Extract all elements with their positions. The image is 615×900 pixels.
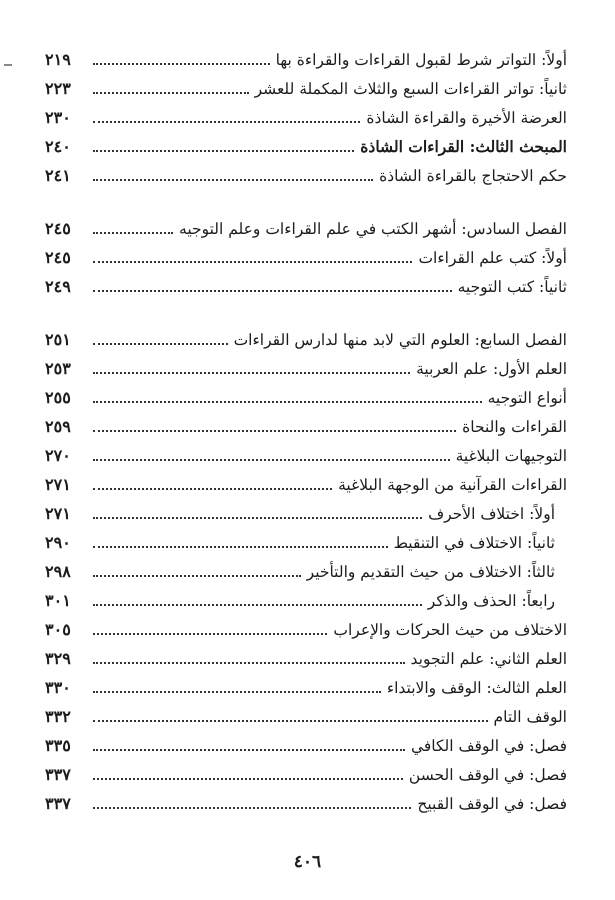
toc-entry[interactable] <box>45 242 567 271</box>
dot-leader <box>93 662 405 664</box>
toc-entry-page-number: ٢٤٩ <box>45 277 71 296</box>
toc-entry[interactable] <box>45 672 567 701</box>
toc-entry[interactable] <box>45 701 567 730</box>
toc-entry-page-number: ٢٤٥ <box>45 248 71 267</box>
toc-entry[interactable] <box>45 73 567 102</box>
toc-entry[interactable] <box>45 527 567 556</box>
page-edge-mark <box>4 64 12 66</box>
toc-entry[interactable] <box>45 213 567 242</box>
dot-leader <box>93 92 249 94</box>
dot-leader <box>93 343 228 345</box>
toc-entry[interactable] <box>45 131 567 160</box>
toc-entry-page-number: ٢٤٥ <box>45 219 71 238</box>
toc-entry[interactable] <box>45 759 567 788</box>
section-gap <box>45 189 567 213</box>
toc-entry-page-number: ٣٠١ <box>45 591 71 610</box>
toc-entry[interactable] <box>45 440 567 469</box>
toc-entry-page-number: ٢٥٣ <box>45 359 71 378</box>
toc-entry-title: فصل: في الوقف القبيح <box>417 795 567 813</box>
toc-entry-page-number: ٢٤١ <box>45 166 71 185</box>
toc-entry-page-number: ٣٣٢ <box>45 707 71 726</box>
dot-leader <box>93 459 450 461</box>
dot-leader <box>93 604 422 606</box>
toc-entry[interactable] <box>45 614 567 643</box>
toc-entry[interactable] <box>45 382 567 411</box>
dot-leader <box>93 121 360 123</box>
section-gap <box>45 300 567 324</box>
dot-leader <box>93 179 373 181</box>
dot-leader <box>93 749 405 751</box>
dot-leader <box>93 720 488 722</box>
toc-entry[interactable] <box>45 556 567 585</box>
dot-leader <box>93 372 410 374</box>
toc-entry-title: التوجيهات البلاغية <box>455 447 567 465</box>
toc-entry[interactable] <box>45 585 567 614</box>
toc-entry[interactable] <box>45 102 567 131</box>
dot-leader <box>93 691 381 693</box>
toc-entry-title: المبحث الثالث: القراءات الشاذة <box>360 137 567 156</box>
toc-entry-title: رابعاً: الحذف والذكر <box>427 592 555 610</box>
toc-entry-title: الاختلاف من حيث الحركات والإعراب <box>333 621 567 639</box>
toc-entry-page-number: ٢٢٣ <box>45 79 71 98</box>
toc-entry-title: أولاً: كتب علم القراءات <box>418 249 567 267</box>
toc-entry-title: الفصل السابع: العلوم التي لابد منها لدارس القراءات <box>233 331 567 349</box>
toc-entry-page-number: ٢٩٠ <box>45 533 71 552</box>
dot-leader <box>93 633 327 635</box>
toc-entry-title: الفصل السادس: أشهر الكتب في علم القراءات وعلم التوجيه <box>179 220 567 238</box>
dot-leader <box>93 430 456 432</box>
toc-entry-page-number: ٢٥١ <box>45 330 71 349</box>
dot-leader <box>93 150 354 152</box>
toc-entry[interactable] <box>45 44 567 73</box>
toc-entry-page-number: ٢٥٩ <box>45 417 71 436</box>
toc-entry-title: فصل: في الوقف الكافي <box>410 737 567 755</box>
toc-entry-page-number: ٢٧٠ <box>45 446 71 465</box>
dot-leader <box>93 63 270 65</box>
dot-leader <box>93 290 452 292</box>
toc-entry-page-number: ٣٢٩ <box>45 649 71 668</box>
toc-entry-title: العلم الثاني: علم التجويد <box>410 650 567 668</box>
toc-entry[interactable] <box>45 730 567 759</box>
toc-entry-page-number: ٢١٩ <box>45 50 71 69</box>
dot-leader <box>93 778 403 780</box>
page-number: ٤٠٦ <box>293 852 322 872</box>
toc-entry-page-number: ٢٧١ <box>45 475 71 494</box>
toc-entry-title: أولاً: اختلاف الأحرف <box>428 505 555 523</box>
dot-leader <box>93 488 332 490</box>
dot-leader <box>93 575 301 577</box>
toc-entry-title: فصل: في الوقف الحسن <box>408 766 567 784</box>
toc-entry-page-number: ٢٣٠ <box>45 108 71 127</box>
toc-entry-title: ثانياً: تواتر القراءات السبع والثلاث المكملة للعشر <box>254 80 567 98</box>
toc-entry-page-number: ٢٤٠ <box>45 137 71 156</box>
toc-entry[interactable] <box>45 411 567 440</box>
toc-entry-page-number: ٢٧١ <box>45 504 71 523</box>
toc-entry-title: ثانياً: الاختلاف في التنقيط <box>393 534 555 552</box>
toc-entry-title: العلم الثالث: الوقف والابتداء <box>386 679 567 697</box>
toc-entry[interactable] <box>45 788 567 817</box>
toc-entry-page-number: ٣٣٧ <box>45 765 71 784</box>
toc-entry-page-number: ٣٣٧ <box>45 794 71 813</box>
toc-entry-title: القراءات والنحاة <box>462 418 567 436</box>
toc-entry-page-number: ٣٣٠ <box>45 678 71 697</box>
toc-entry[interactable] <box>45 643 567 672</box>
dot-leader <box>93 517 422 519</box>
toc-entry-title: أنواع التوجيه <box>487 389 567 407</box>
toc-entry-page-number: ٢٩٨ <box>45 562 71 581</box>
toc-entry-page-number: ٣٣٥ <box>45 736 71 755</box>
toc-entry-page-number: ٣٠٥ <box>45 620 71 639</box>
dot-leader <box>93 546 388 548</box>
toc-entry-page-number: ٢٥٥ <box>45 388 71 407</box>
toc-entry-title: أولاً: التواتر شرط لقبول القراءات والقراءة بها <box>275 51 567 69</box>
toc-entry-title: الوقف التام <box>493 708 567 726</box>
toc-entry-title: ثانياً: كتب التوجيه <box>457 278 567 296</box>
toc-entry-title: العرضة الأخيرة والقراءة الشاذة <box>366 109 567 127</box>
toc-entry[interactable] <box>45 353 567 382</box>
toc-entry[interactable] <box>45 160 567 189</box>
toc-entry[interactable] <box>45 498 567 527</box>
toc-entry[interactable] <box>45 324 567 353</box>
table-of-contents <box>45 44 567 817</box>
toc-entry-title: العلم الأول: علم العربية <box>416 360 567 378</box>
toc-entry-title: حكم الاحتجاج بالقراءة الشاذة <box>379 167 567 185</box>
dot-leader <box>93 807 411 809</box>
toc-entry-title: القراءات القرآنية من الوجهة البلاغية <box>338 476 567 494</box>
toc-entry-title: ثالثاً: الاختلاف من حيث التقديم والتأخير <box>306 563 555 581</box>
toc-entry[interactable] <box>45 271 567 300</box>
toc-entry[interactable] <box>45 469 567 498</box>
dot-leader <box>93 232 173 234</box>
dot-leader <box>93 401 482 403</box>
dot-leader <box>93 261 412 263</box>
